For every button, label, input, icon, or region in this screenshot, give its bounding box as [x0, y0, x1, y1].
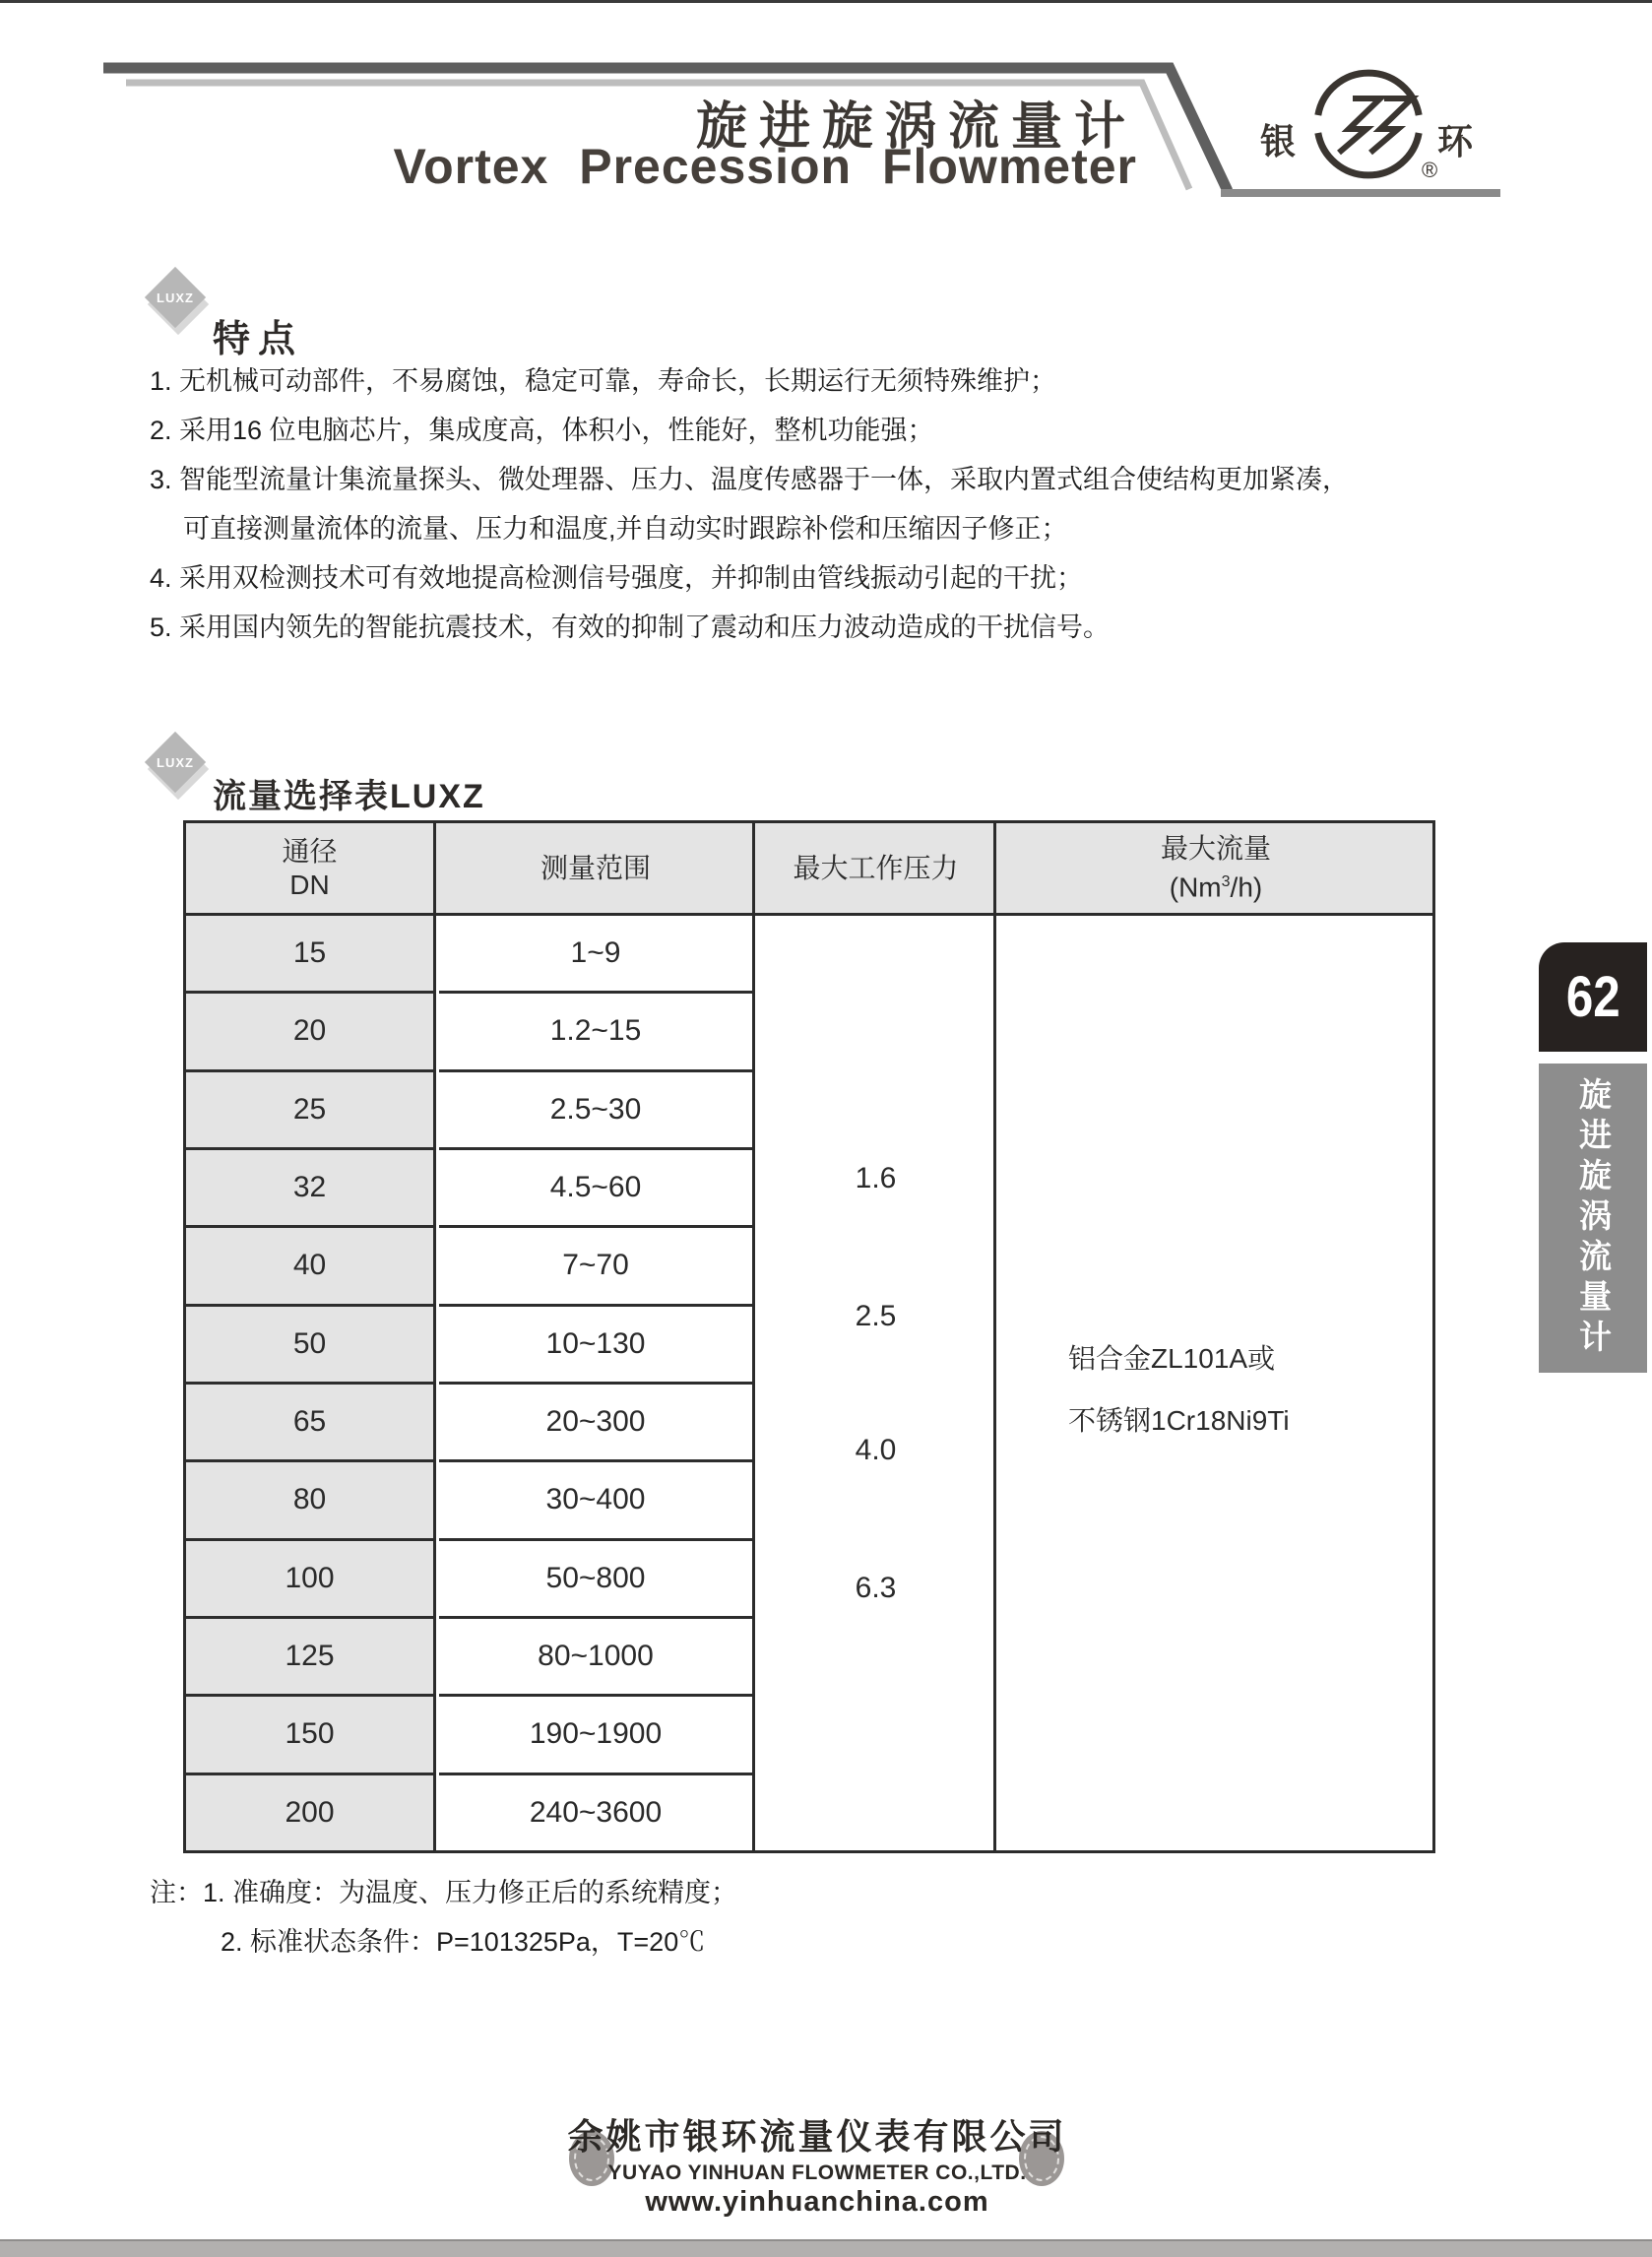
note-line: 2. 标准状态条件：P=101325Pa，T=20℃ [221, 1927, 706, 1957]
material-line: 铝合金ZL101A或 [1068, 1343, 1276, 1374]
logo-text-left: 银 [1260, 121, 1297, 161]
column-header-dn [186, 823, 436, 913]
feature-list [150, 356, 1498, 652]
pressure-value: 6.3 [855, 1572, 897, 1604]
header-line: 通径 [282, 835, 338, 867]
range-cell: 7~70 [439, 1228, 752, 1306]
feature-item: 5. 采用国内领先的智能抗震技术，有效的抑制了震动和压力波动造成的干扰信号。 [150, 613, 1111, 642]
page-title-english: Vortex Precession Flowmeter [393, 139, 1137, 194]
dn-cell: 125 [186, 1619, 433, 1697]
brand-logo [1239, 57, 1524, 200]
brand-monogram-icon [1307, 61, 1430, 189]
logo-text-right: 环 [1437, 121, 1474, 161]
material-column-merged [999, 916, 1432, 1850]
footer [473, 2109, 1162, 2219]
range-cell: 30~400 [439, 1462, 752, 1540]
range-cell: 4.5~60 [439, 1150, 752, 1228]
features-section-title: 特点 [213, 318, 304, 360]
material-text [1068, 1327, 1290, 1451]
dn-cell: 40 [186, 1228, 433, 1306]
dn-cell: 200 [285, 1795, 335, 1829]
range-cell: 50~800 [439, 1541, 752, 1619]
dn-cell: 50 [186, 1307, 433, 1385]
header-line [1170, 866, 1262, 904]
chapter-tab-label: 旋进旋涡流量计 [1575, 1076, 1612, 1360]
feature-item: 4. 采用双检测技术可有效地提高检测信号强度，并抑制由管线振动引起的干扰； [150, 563, 1084, 593]
dn-cell: 20 [186, 994, 433, 1071]
feature-item-continuation: 可直接测量流体的流量、压力和温度,并自动实时跟踪补偿和压缩因子修正； [183, 514, 1068, 544]
dn-cell: 150 [186, 1697, 433, 1774]
material-line: 不锈钢1Cr18Ni9Ti [1068, 1405, 1290, 1436]
unit-pre: (Nm [1169, 871, 1222, 903]
feature-item: 2. 采用16 位电脑芯片，集成度高，体积小，性能好，整机功能强； [150, 416, 934, 445]
note-line: 注：1. 准确度：为温度、压力修正后的系统精度； [150, 1878, 738, 1907]
flow-selection-table [183, 820, 1435, 1853]
column-header-pressure [758, 823, 996, 913]
luxz-diamond-badge [145, 267, 206, 328]
pressure-value: 2.5 [855, 1300, 897, 1332]
page-bottom-edge [0, 2239, 1652, 2257]
range-cell: 2.5~30 [439, 1072, 752, 1150]
dn-cell: 65 [186, 1385, 433, 1462]
header-line: DN [289, 869, 330, 900]
range-cell: 240~3600 [529, 1795, 663, 1829]
chapter-tab [1539, 1064, 1647, 1373]
feature-item: 3. 智能型流量计集流量探头、微处理器、压力、温度传感器于一体，采取内置式组合使结构更加紧凑， [150, 465, 1350, 494]
table-body [186, 916, 1432, 1850]
range-cell: 1~9 [439, 916, 752, 994]
dn-cell: 15 [186, 916, 433, 994]
range-cell: 1.2~15 [439, 994, 752, 1071]
range-cell: 80~1000 [439, 1619, 752, 1697]
flow-table-section-title: 流量选择表LUXZ [213, 778, 485, 816]
header-line: 测量范围 [540, 852, 651, 883]
column-header-range [439, 823, 755, 913]
range-cell: 10~130 [439, 1307, 752, 1385]
header-line: 最大流量 [1160, 832, 1271, 864]
pressure-value: 4.0 [855, 1434, 897, 1466]
range-column [439, 916, 755, 1850]
dn-column [186, 916, 436, 1850]
page-title-chinese: 旋进旋涡流量计 [695, 98, 1137, 156]
range-cell: 190~1900 [439, 1697, 752, 1774]
table-header-row [186, 823, 1432, 916]
feature-item: 1. 无机械可动部件，不易腐蚀，稳定可靠，寿命长，长期运行无须特殊维护； [150, 366, 1057, 396]
pressure-column-merged [758, 916, 996, 1850]
header-line: 最大工作压力 [793, 852, 959, 883]
table-notes [150, 1868, 737, 1967]
column-header-maxflow [999, 823, 1432, 913]
dn-cell: 100 [186, 1541, 433, 1619]
registered-trademark-icon: ® [1422, 158, 1438, 182]
badge-label: LUXZ [157, 290, 194, 305]
company-name-english: YUYAO YINHUAN FLOWMETER CO.,LTD. [607, 2161, 1027, 2184]
luxz-diamond-badge [145, 732, 206, 793]
page-number: 62 [1565, 965, 1620, 1029]
dn-cell: 32 [186, 1150, 433, 1228]
badge-label: LUXZ [157, 754, 194, 770]
dn-cell: 25 [186, 1072, 433, 1150]
company-website: www.yinhuanchina.com [645, 2186, 989, 2218]
dn-cell: 80 [186, 1462, 433, 1540]
company-name-chinese: 余姚市银环流量仪表有限公司 [567, 2117, 1067, 2157]
unit-sup: 3 [1221, 872, 1231, 890]
pressure-value: 1.6 [855, 1162, 897, 1194]
page-number-tab [1539, 942, 1647, 1052]
unit-post: /h) [1230, 871, 1263, 903]
range-cell: 20~300 [439, 1385, 752, 1462]
